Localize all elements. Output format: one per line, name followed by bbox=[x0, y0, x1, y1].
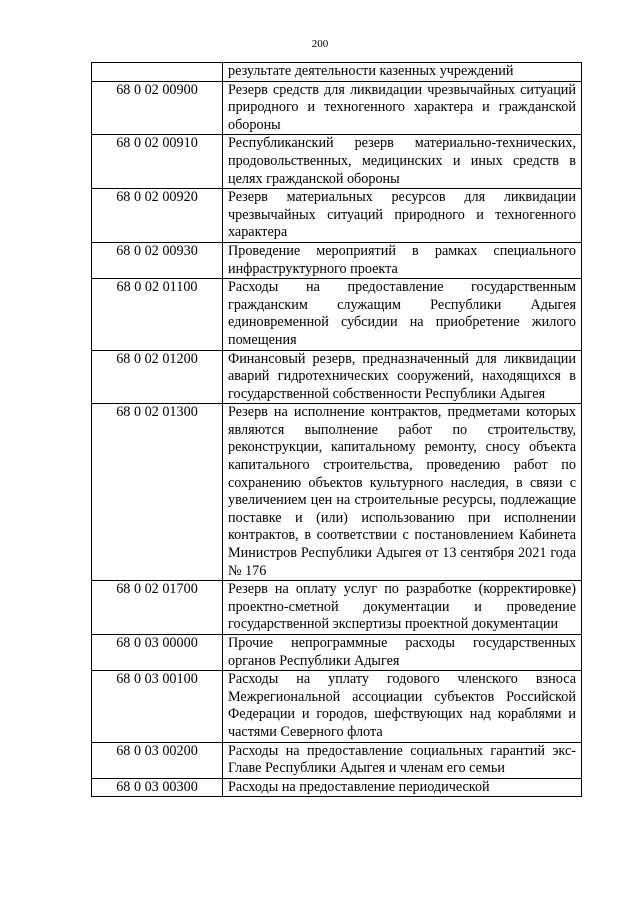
code-cell: 68 0 02 01200 bbox=[92, 350, 223, 404]
budget-code-table bbox=[91, 62, 582, 797]
page-number: 200 bbox=[311, 38, 329, 50]
code-cell: 68 0 02 01100 bbox=[92, 279, 223, 350]
table-row bbox=[92, 350, 582, 404]
table-row bbox=[92, 135, 582, 189]
table-row bbox=[92, 279, 582, 350]
code-cell: 68 0 03 00000 bbox=[92, 635, 223, 671]
table-row bbox=[92, 81, 582, 135]
table-row bbox=[92, 581, 582, 635]
code-cell: 68 0 02 00920 bbox=[92, 189, 223, 243]
description-cell: Финансовый резерв, предназначенный для ликвидации аварий гидротехнических сооружений, находящихся в государственной собственности Республики Адыгея bbox=[223, 350, 582, 404]
table-row bbox=[92, 189, 582, 243]
table-row bbox=[92, 63, 582, 82]
table-row bbox=[92, 635, 582, 671]
description-cell: Резерв на исполнение контрактов, предметами которых являются выполнение работ по строительству, реконструкции, капитальному ремонту, сносу объекта капитального строительства, проведению работ по сохранению объектов культурного наследия, в связи с увеличением цен на строительные ресурсы, подлежащие поставке и (или) использованию при исполнении контрактов, в соответствии с постановлением Кабинета Министров Республики Адыгея от 13 сентября 2021 года № 176 bbox=[223, 404, 582, 581]
description-cell: Резерв средств для ликвидации чрезвычайных ситуаций природного и техногенного характера и гражданской обороны bbox=[223, 81, 582, 135]
description-cell: Расходы на предоставление периодической bbox=[223, 778, 582, 797]
code-cell: 68 0 03 00100 bbox=[92, 671, 223, 742]
table-row bbox=[92, 404, 582, 581]
table-row bbox=[92, 671, 582, 742]
description-cell: Резерв материальных ресурсов для ликвидации чрезвычайных ситуаций природного и техногенного характера bbox=[223, 189, 582, 243]
description-cell: Резерв на оплату услуг по разработке (корректировке) проектно-сметной документации и проведение государственной экспертизы проектной документации bbox=[223, 581, 582, 635]
code-cell: 68 0 02 00910 bbox=[92, 135, 223, 189]
description-cell: результате деятельности казенных учреждений bbox=[223, 63, 582, 82]
description-cell: Расходы на предоставление социальных гарантий экс-Главе Республики Адыгея и членам его семьи bbox=[223, 742, 582, 778]
table-row bbox=[92, 778, 582, 797]
code-cell: 68 0 02 01300 bbox=[92, 404, 223, 581]
code-cell: 68 0 02 00900 bbox=[92, 81, 223, 135]
description-cell: Расходы на уплату годового членского взноса Межрегиональной ассоциации субъектов Российской Федерации и городов, шефствующих над кораблями и частями Северного флота bbox=[223, 671, 582, 742]
description-cell: Прочие непрограммные расходы государственных органов Республики Адыгея bbox=[223, 635, 582, 671]
code-cell: 68 0 02 01700 bbox=[92, 581, 223, 635]
code-cell bbox=[92, 63, 223, 82]
description-cell: Республиканский резерв материально-технических, продовольственных, медицинских и иных средств в целях гражданской обороны bbox=[223, 135, 582, 189]
description-cell: Проведение мероприятий в рамках специального инфраструктурного проекта bbox=[223, 242, 582, 278]
description-cell: Расходы на предоставление государственным гражданским служащим Республики Адыгея единовременной субсидии на приобретение жилого помещения bbox=[223, 279, 582, 350]
code-cell: 68 0 03 00300 bbox=[92, 778, 223, 797]
code-cell: 68 0 03 00200 bbox=[92, 742, 223, 778]
code-cell: 68 0 02 00930 bbox=[92, 242, 223, 278]
table-row bbox=[92, 742, 582, 778]
table-row bbox=[92, 242, 582, 278]
